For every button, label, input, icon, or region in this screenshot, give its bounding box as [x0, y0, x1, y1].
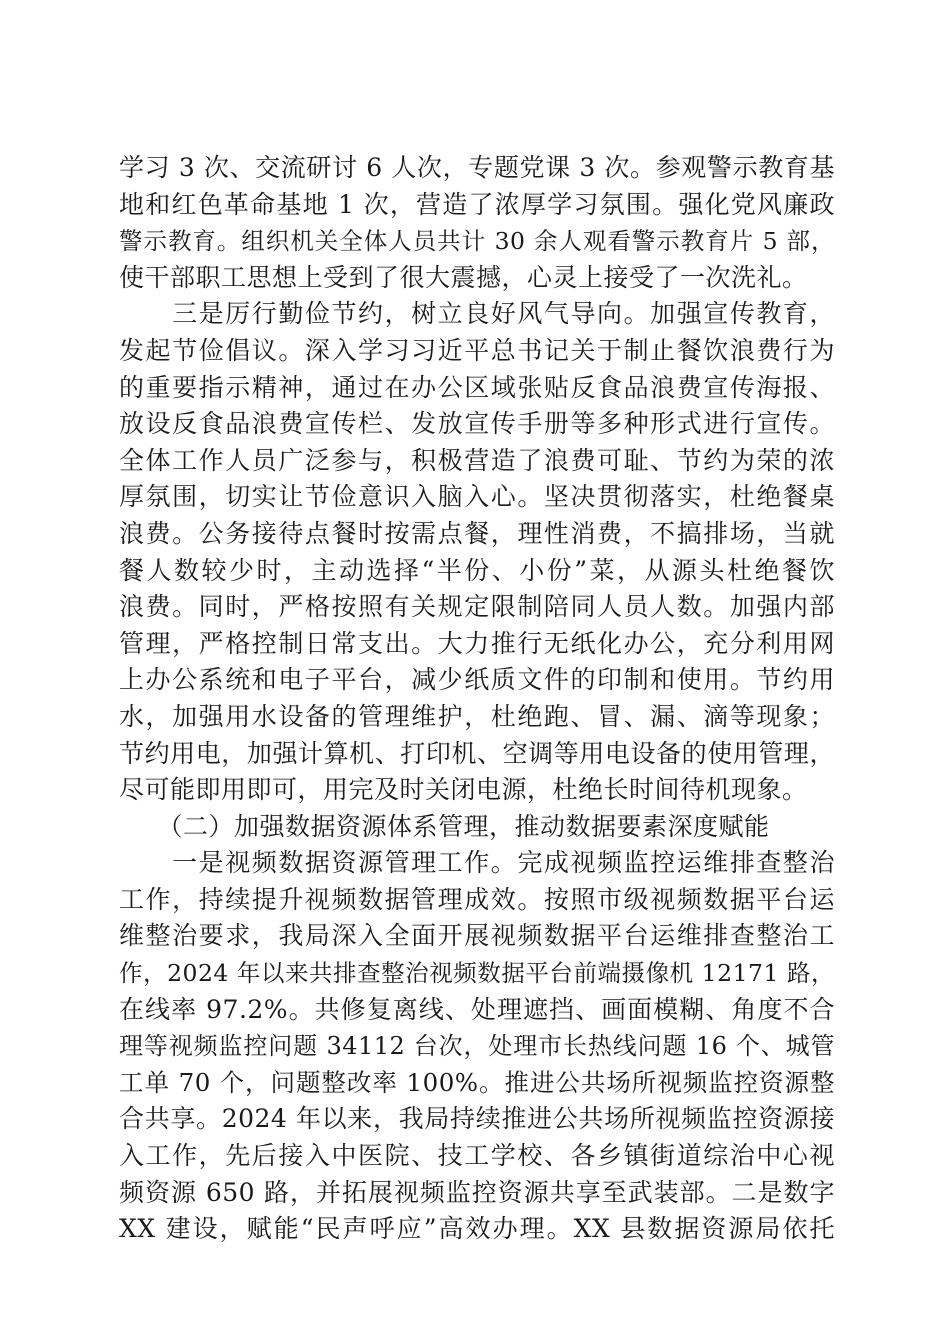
text-line: 工作，持续提升视频数据管理成效。按照市级视频数据平台运 [119, 884, 835, 914]
paragraph-heading-line: 一是视频数据资源管理工作。完成视频监控运维排查整治 [119, 848, 835, 878]
text-line: 频资源 650 路，并拓展视频监控资源共享至武装部。二是数字 [119, 1177, 835, 1207]
text-line: 工单 70 个，问题整改率 100%。推进公共场所视频监控资源整 [119, 1067, 835, 1097]
text-line: 全体工作人员广泛参与，积极营造了浪费可耻、节约为荣的浓 [119, 445, 835, 475]
text-line: 发起节俭倡议。深入学习习近平总书记关于制止餐饮浪费行为 [119, 335, 835, 365]
text-line: 合共享。2024 年以来，我局持续推进公共场所视频监控资源接 [119, 1104, 835, 1134]
text-line: 放设反食品浪费宣传栏、发放宣传手册等多种形式进行宣传。 [119, 409, 835, 439]
text-line: 厚氛围，切实让节俭意识入脑入心。坚决贯彻落实，杜绝餐桌 [119, 482, 835, 512]
text-line: 上办公系统和电子平台，减少纸质文件的印制和使用。节约用 [119, 665, 835, 695]
body-text [119, 150, 835, 1248]
text-line: 在线率 97.2%。共修复离线、处理遮挡、画面模糊、角度不合 [119, 994, 835, 1024]
text-line: 警示教育。组织机关全体人员共计 30 余人观看警示教育片 5 部， [119, 227, 835, 256]
text-line: XX 建设，赋能“民声呼应”高效办理。XX 县数据资源局依托 [119, 1214, 835, 1244]
text-line: 浪费。公务接待点餐时按需点餐，理性消费，不搞排场，当就 [119, 518, 835, 548]
text-line: 的重要指示精神，通过在办公区域张贴反食品浪费宣传海报、 [119, 372, 835, 402]
text-line: 节约用电，加强计算机、打印机、空调等用电设备的使用管理， [119, 738, 835, 768]
text-line: 水，加强用水设备的管理维护，杜绝跑、冒、漏、滴等现象； [119, 701, 835, 731]
text-line: 作，2024 年以来共排查整治视频数据平台前端摄像机 12171 路， [119, 959, 835, 988]
text-line: 理等视频监控问题 34112 台次，处理市长热线问题 16 个、城管 [119, 1032, 835, 1061]
text-line: 学习 3 次、交流研讨 6 人次，专题党课 3 次。参观警示教育基 [119, 153, 835, 182]
text-line: 管理，严格控制日常支出。大力推行无纸化办公，充分利用网 [119, 628, 835, 658]
text-line: 地和红色革命基地 1 次，营造了浓厚学习氛围。强化党风廉政 [119, 189, 835, 219]
paragraph-heading-line: 三是厉行勤俭节约，树立良好风气导向。加强宣传教育， [119, 299, 835, 329]
text-line: 餐人数较少时，主动选择“半份、小份”菜，从源头杜绝餐饮 [119, 555, 835, 585]
text-line: 尽可能即用即可，用完及时关闭电源，杜绝长时间待机现象。 [119, 775, 808, 805]
text-line: 入工作，先后接入中医院、技工学校、各乡镇街道综治中心视 [119, 1141, 835, 1171]
section-heading: （二）加强数据资源体系管理，推动数据要素深度赋能 [119, 811, 770, 841]
text-line: 使干部职工思想上受到了很大震撼，心灵上接受了一次洗礼。 [119, 262, 808, 292]
text-line: 浪费。同时，严格按照有关规定限制陪同人员人数。加强内部 [119, 592, 835, 622]
text-line: 维整治要求，我局深入全面开展视频数据平台运维排查整治工 [119, 921, 835, 951]
